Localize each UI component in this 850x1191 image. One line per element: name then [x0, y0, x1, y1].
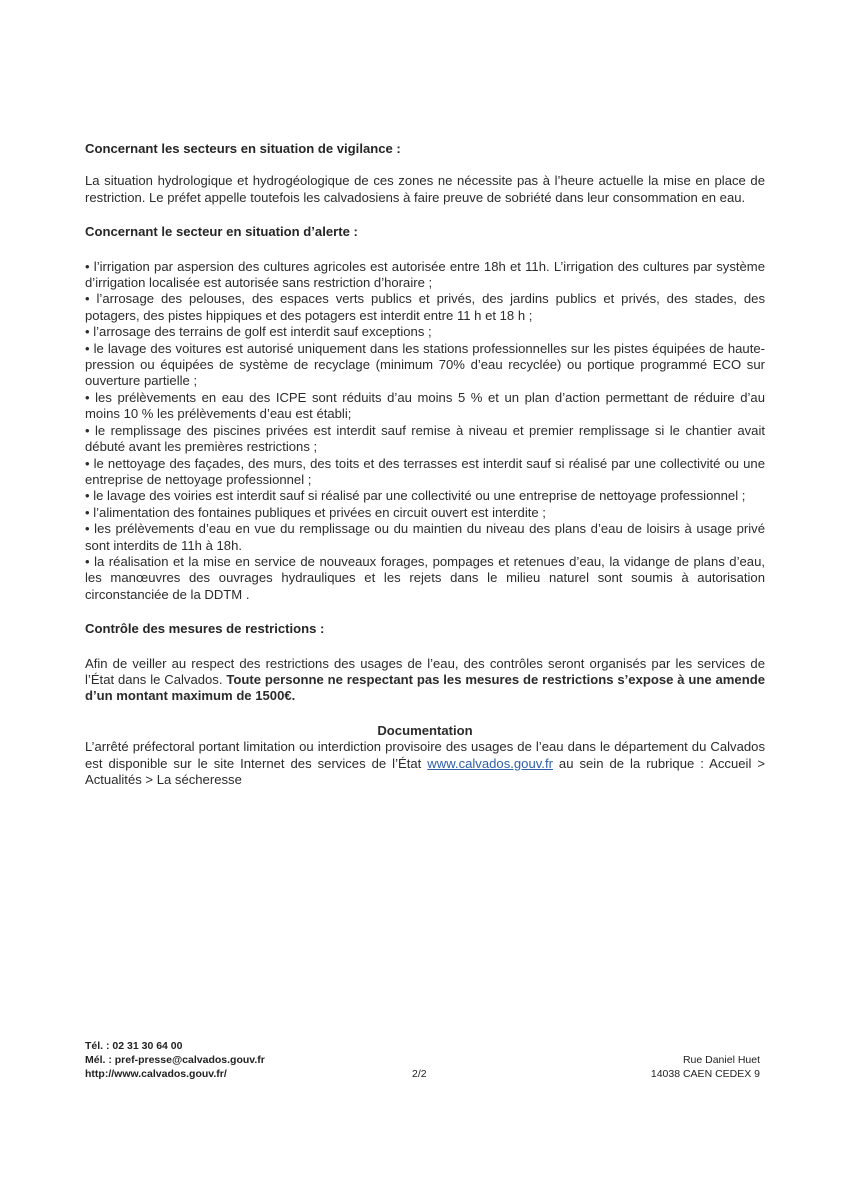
- controle-text: Afin de veiller au respect des restrictions des usages de l’eau, des contrôles seront organisés par les services de l’État dans le Calvados.: [85, 655, 765, 687]
- page-number: 2/2: [412, 1068, 427, 1080]
- footer-address-street: Rue Daniel Huet: [682, 1054, 760, 1066]
- footer-address: [651, 1053, 760, 1081]
- documentation-paragraph: [85, 739, 765, 788]
- documentation-rubrique-text: au sein de la rubrique : Accueil > Actualités > La sécheresse: [85, 755, 765, 787]
- list-item: • l’alimentation des fontaines publiques et privées en circuit ouvert est interdite ;: [85, 504, 546, 520]
- list-item: • les prélèvements d’eau en vue du remplissage ou du maintien du niveau des plans d’eau de loisirs à usage privé sont interdits de 11h à 18h.: [85, 521, 765, 553]
- footer-contact: [85, 1039, 265, 1081]
- list-item: • l’arrosage des pelouses, des espaces verts publics et privés, des jardins publics et privés, des stades, des potagers, des pistes hippiques et des potagers est interdit entre 11 h et 18 h ;: [85, 291, 765, 323]
- documentation-text: L’arrêté préfectoral portant limitation ou interdiction provisoire des usages de l’eau dans le département du Calvados est disponible sur le site Internet des services de l’État: [85, 739, 765, 771]
- vigilance-heading: Concernant les secteurs en situation de vigilance :: [85, 141, 401, 156]
- list-item: • l’arrosage des terrains de golf est interdit sauf exceptions ;: [85, 324, 432, 340]
- list-item: • le lavage des voiries est interdit sauf si réalisé par une collectivité ou une entreprise de nettoyage professionnel ;: [85, 488, 746, 504]
- footer-phone: Tél. : 02 31 30 64 00: [85, 1040, 183, 1052]
- calvados-website-link[interactable]: www.calvados.gouv.fr: [427, 755, 553, 771]
- footer-email: Mél. : pref-presse@calvados.gouv.fr: [85, 1054, 265, 1066]
- controle-penalty-text: Toute personne ne respectant pas les mesures de restrictions s’expose à une amende d’un montant maximum de 1500€.: [85, 671, 765, 704]
- alerte-restrictions-list: [85, 259, 765, 604]
- list-item: • le remplissage des piscines privées est interdit sauf remise à niveau et premier remplissage si le chantier avait débuté avant les premières restrictions ;: [85, 422, 765, 455]
- controle-heading: Contrôle des mesures de restrictions :: [85, 621, 325, 637]
- list-item: • l’irrigation par aspersion des cultures agricoles est autorisée entre 18h et 11h. L’irrigation des cultures par système d’irrigation localisée est autorisée sans restriction d’horaire ;: [85, 258, 765, 291]
- vigilance-paragraph: La situation hydrologique et hydrogéologique de ces zones ne nécessite pas à l’heure actuelle la mise en place de restriction. Le préfet appelle toutefois les calvadosiens à faire preuve de sobriété dans leur consommation en eau.: [85, 173, 765, 205]
- alerte-heading: Concernant le secteur en situation d’alerte :: [85, 224, 358, 240]
- list-item: • le lavage des voitures est autorisé uniquement dans les stations professionnelles sur les pistes équipées de haute-pression ou équipées de système de recyclage (minimum 70% d’eau recyclée) ou portique programmé ECO sur ouverture partielle ;: [85, 340, 765, 389]
- document-body: [85, 141, 765, 788]
- controle-paragraph: [85, 656, 765, 705]
- list-item: • la réalisation et la mise en service de nouveaux forages, pompages et retenues d’eau, la vidange de plans d’eau, les manœuvres des ouvrages hydrauliques et les rejets dans le milieu naturel sont soumis à autorisation circonstanciée de la DDTM .: [85, 553, 765, 602]
- list-item: • le nettoyage des façades, des murs, des toits et des terrasses est interdit sauf si réalisé par une collectivité ou une entreprise de nettoyage professionnel ;: [85, 455, 765, 487]
- footer-url: http://www.calvados.gouv.fr/: [85, 1068, 227, 1080]
- footer-address-city: 14038 CAEN CEDEX 9: [650, 1068, 760, 1080]
- list-item: • les prélèvements en eau des ICPE sont réduits d’au moins 5 % et un plan d’action permettant de réduire d’au moins 10 % les prélèvements d’eau est établi;: [85, 389, 765, 422]
- documentation-heading: Documentation: [377, 722, 473, 738]
